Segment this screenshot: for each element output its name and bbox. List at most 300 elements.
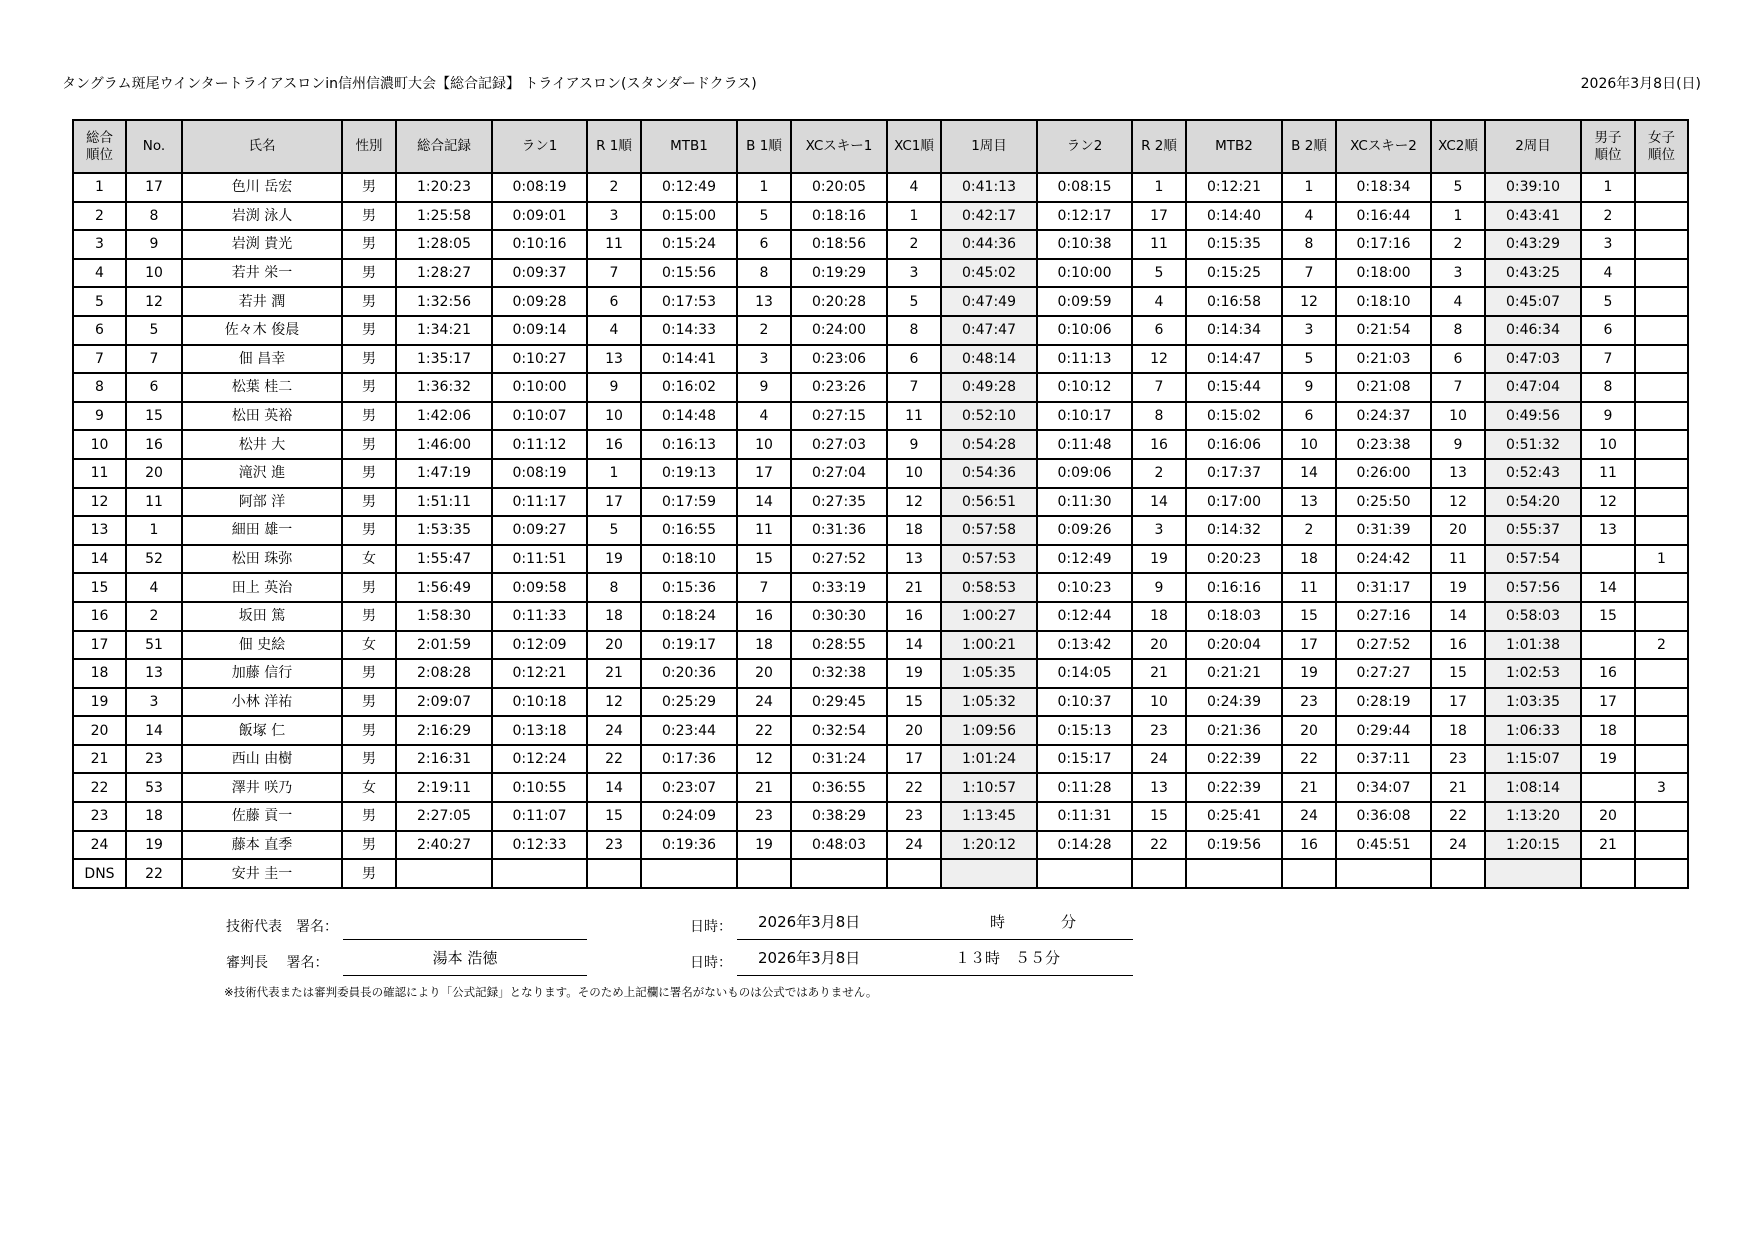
table-cell: 4: [587, 316, 641, 345]
table-cell: 男: [342, 202, 396, 231]
table-cell: 24: [887, 831, 941, 860]
table-cell: 松田 英裕: [182, 402, 342, 431]
table-cell: 5: [1282, 345, 1336, 374]
table-cell: 飯塚 仁: [182, 716, 342, 745]
table-cell: 0:43:41: [1485, 202, 1581, 231]
table-cell: 0:12:21: [1186, 173, 1282, 202]
column-header: ラン2: [1037, 120, 1132, 173]
table-cell: 9: [1431, 430, 1485, 459]
table-cell: 18: [587, 602, 641, 631]
table-cell: 0:24:39: [1186, 688, 1282, 717]
table-cell: [1186, 859, 1282, 888]
table-cell: 15: [1282, 602, 1336, 631]
table-cell: 20: [126, 459, 182, 488]
table-cell: 15: [1431, 659, 1485, 688]
table-cell: 0:11:28: [1037, 773, 1132, 802]
table-cell: 15: [1581, 602, 1635, 631]
table-cell: 0:15:56: [641, 259, 737, 288]
table-cell: 0:19:29: [791, 259, 887, 288]
table-cell: 0:15:25: [1186, 259, 1282, 288]
table-cell: 1:09:56: [941, 716, 1037, 745]
table-cell: 0:10:12: [1037, 373, 1132, 402]
table-cell: 0:16:44: [1336, 202, 1431, 231]
table-cell: 0:10:18: [492, 688, 587, 717]
table-cell: 0:27:35: [791, 488, 887, 517]
table-cell: [1635, 230, 1688, 259]
table-cell: 若井 栄一: [182, 259, 342, 288]
table-cell: 0:43:25: [1485, 259, 1581, 288]
table-cell: 0:10:38: [1037, 230, 1132, 259]
table-cell: 0:25:29: [641, 688, 737, 717]
table-cell: 15: [737, 545, 791, 574]
table-cell: 18: [887, 516, 941, 545]
table-cell: 佃 史絵: [182, 631, 342, 660]
table-cell: 24: [587, 716, 641, 745]
table-cell: [1635, 373, 1688, 402]
table-cell: 10: [1132, 688, 1186, 717]
table-cell: 0:37:11: [1336, 745, 1431, 774]
table-cell: 0:56:51: [941, 488, 1037, 517]
table-cell: 0:57:58: [941, 516, 1037, 545]
table-cell: 11: [1431, 545, 1485, 574]
table-cell: [641, 859, 737, 888]
table-cell: 17: [1581, 688, 1635, 717]
table-cell: 男: [342, 745, 396, 774]
table-cell: 0:09:58: [492, 573, 587, 602]
table-cell: 5: [126, 316, 182, 345]
table-cell: 松井 大: [182, 430, 342, 459]
table-cell: 0:16:16: [1186, 573, 1282, 602]
table-cell: 4: [1431, 287, 1485, 316]
table-cell: 0:47:03: [1485, 345, 1581, 374]
table-cell: 1:55:47: [396, 545, 492, 574]
column-header: ラン1: [492, 120, 587, 173]
table-cell: [1635, 745, 1688, 774]
table-cell: 17: [1431, 688, 1485, 717]
table-cell: 0:11:51: [492, 545, 587, 574]
table-cell: 22: [887, 773, 941, 802]
table-cell: 16: [587, 430, 641, 459]
table-cell: 0:48:03: [791, 831, 887, 860]
column-header: 氏名: [182, 120, 342, 173]
table-cell: 9: [587, 373, 641, 402]
table-cell: 0:51:32: [1485, 430, 1581, 459]
table-cell: 若井 潤: [182, 287, 342, 316]
table-cell: 0:27:52: [1336, 631, 1431, 660]
table-cell: 5: [587, 516, 641, 545]
table-cell: 2:08:28: [396, 659, 492, 688]
table-cell: 7: [1132, 373, 1186, 402]
referee-label: 審判長 署名：: [226, 955, 329, 971]
table-cell: 0:12:49: [1037, 545, 1132, 574]
table-cell: 1:25:58: [396, 202, 492, 231]
table-cell: 2:16:31: [396, 745, 492, 774]
table-cell: 6: [887, 345, 941, 374]
table-cell: 12: [1581, 488, 1635, 517]
table-cell: 1:20:23: [396, 173, 492, 202]
table-cell: 0:31:36: [791, 516, 887, 545]
table-cell: 女: [342, 773, 396, 802]
table-cell: 2: [737, 316, 791, 345]
table-cell: 15: [126, 402, 182, 431]
table-cell: 12: [1132, 345, 1186, 374]
table-cell: 20: [587, 631, 641, 660]
table-cell: 0:10:17: [1037, 402, 1132, 431]
table-cell: 12: [587, 688, 641, 717]
table-cell: 小林 洋祐: [182, 688, 342, 717]
table-cell: 17: [587, 488, 641, 517]
table-cell: 1:46:00: [396, 430, 492, 459]
table-cell: 5: [1581, 287, 1635, 316]
table-cell: 16: [73, 602, 126, 631]
table-cell: 1:10:57: [941, 773, 1037, 802]
table-cell: 0:25:50: [1336, 488, 1431, 517]
table-cell: 0:44:36: [941, 230, 1037, 259]
table-cell: 2:40:27: [396, 831, 492, 860]
table-cell: 0:27:04: [791, 459, 887, 488]
table-row: [73, 516, 1688, 545]
table-cell: [1635, 259, 1688, 288]
table-cell: 19: [887, 659, 941, 688]
table-cell: 1: [126, 516, 182, 545]
table-cell: 0:16:58: [1186, 287, 1282, 316]
table-cell: 0:21:36: [1186, 716, 1282, 745]
table-cell: 0:23:38: [1336, 430, 1431, 459]
table-cell: 3: [1282, 316, 1336, 345]
table-cell: 0:08:15: [1037, 173, 1132, 202]
table-cell: 0:58:03: [1485, 602, 1581, 631]
column-header: 性別: [342, 120, 396, 173]
tech-delegate-label: 技術代表 署名：: [226, 919, 338, 935]
table-cell: 0:17:53: [641, 287, 737, 316]
table-cell: 坂田 篤: [182, 602, 342, 631]
table-cell: 0:23:44: [641, 716, 737, 745]
table-cell: 22: [1431, 802, 1485, 831]
table-cell: 17: [1282, 631, 1336, 660]
table-cell: 53: [126, 773, 182, 802]
table-cell: 1:34:21: [396, 316, 492, 345]
table-cell: 0:43:29: [1485, 230, 1581, 259]
results-table: [72, 119, 1689, 889]
table-cell: 安井 圭一: [182, 859, 342, 888]
table-cell: 男: [342, 373, 396, 402]
table-cell: [1635, 345, 1688, 374]
table-cell: 0:15:17: [1037, 745, 1132, 774]
table-cell: 6: [587, 287, 641, 316]
table-cell: 男: [342, 688, 396, 717]
table-cell: 0:11:31: [1037, 802, 1132, 831]
table-cell: 0:15:35: [1186, 230, 1282, 259]
table-cell: 17: [887, 745, 941, 774]
table-cell: 1: [1282, 173, 1336, 202]
table-cell: 0:18:10: [641, 545, 737, 574]
table-cell: 14: [1132, 488, 1186, 517]
table-cell: 0:13:42: [1037, 631, 1132, 660]
table-cell: 10: [1282, 430, 1336, 459]
table-cell: 松田 珠弥: [182, 545, 342, 574]
table-cell: 11: [1581, 459, 1635, 488]
table-cell: 3: [587, 202, 641, 231]
table-cell: 0:34:07: [1336, 773, 1431, 802]
table-cell: 6: [1581, 316, 1635, 345]
table-cell: 0:08:19: [492, 459, 587, 488]
table-cell: 7: [1431, 373, 1485, 402]
table-cell: 0:20:23: [1186, 545, 1282, 574]
table-cell: 24: [1132, 745, 1186, 774]
column-header: R 2順: [1132, 120, 1186, 173]
table-cell: [1635, 859, 1688, 888]
table-cell: 4: [1282, 202, 1336, 231]
table-cell: 0:09:01: [492, 202, 587, 231]
table-row: [73, 373, 1688, 402]
table-cell: 17: [1132, 202, 1186, 231]
table-cell: 2: [587, 173, 641, 202]
table-cell: 2:27:05: [396, 802, 492, 831]
table-cell: 22: [1282, 745, 1336, 774]
table-cell: 14: [587, 773, 641, 802]
table-row: [73, 316, 1688, 345]
table-cell: 1:20:12: [941, 831, 1037, 860]
table-cell: 23: [1431, 745, 1485, 774]
table-cell: 0:14:41: [641, 345, 737, 374]
table-row: [73, 602, 1688, 631]
table-cell: 0:10:00: [1037, 259, 1132, 288]
table-cell: 19: [1581, 745, 1635, 774]
table-cell: 0:20:04: [1186, 631, 1282, 660]
table-cell: 20: [1431, 516, 1485, 545]
referee-datetime-line: [737, 975, 1133, 976]
table-cell: 20: [1132, 631, 1186, 660]
table-cell: 男: [342, 573, 396, 602]
table-cell: 1:28:05: [396, 230, 492, 259]
table-row: [73, 545, 1688, 574]
table-cell: 6: [1431, 345, 1485, 374]
table-cell: 男: [342, 802, 396, 831]
table-cell: 17: [737, 459, 791, 488]
table-cell: 岩渕 貴光: [182, 230, 342, 259]
table-cell: 0:14:47: [1186, 345, 1282, 374]
table-cell: 21: [1282, 773, 1336, 802]
table-cell: 3: [126, 688, 182, 717]
table-cell: 0:21:08: [1336, 373, 1431, 402]
table-cell: [1581, 631, 1635, 660]
table-cell: 11: [737, 516, 791, 545]
table-cell: 2: [1282, 516, 1336, 545]
table-cell: 4: [126, 573, 182, 602]
table-cell: 0:23:07: [641, 773, 737, 802]
table-cell: 男: [342, 345, 396, 374]
table-cell: 0:29:44: [1336, 716, 1431, 745]
column-header: XC1順: [887, 120, 941, 173]
table-cell: 24: [1282, 802, 1336, 831]
table-cell: [1635, 316, 1688, 345]
table-cell: [941, 859, 1037, 888]
table-cell: 1:03:35: [1485, 688, 1581, 717]
table-cell: 0:17:37: [1186, 459, 1282, 488]
table-cell: 0:09:26: [1037, 516, 1132, 545]
table-cell: 0:16:13: [641, 430, 737, 459]
table-cell: 12: [126, 287, 182, 316]
table-cell: 0:45:51: [1336, 831, 1431, 860]
table-cell: 19: [587, 545, 641, 574]
table-cell: 17: [126, 173, 182, 202]
table-cell: 0:17:00: [1186, 488, 1282, 517]
table-cell: 0:09:27: [492, 516, 587, 545]
table-cell: 0:31:39: [1336, 516, 1431, 545]
table-cell: 0:20:36: [641, 659, 737, 688]
table-cell: 男: [342, 173, 396, 202]
table-cell: 15: [587, 802, 641, 831]
table-cell: 0:33:19: [791, 573, 887, 602]
table-cell: 7: [1581, 345, 1635, 374]
table-cell: 16: [887, 602, 941, 631]
table-cell: 2: [126, 602, 182, 631]
table-cell: 10: [887, 459, 941, 488]
table-cell: 色川 岳宏: [182, 173, 342, 202]
table-cell: 0:24:00: [791, 316, 887, 345]
table-cell: 22: [126, 859, 182, 888]
document-title: タングラム斑尾ウインタートライアスロンin信州信濃町大会【総合記録】 トライアスロン(スタンダードクラス): [62, 76, 757, 92]
table-cell: [1581, 773, 1635, 802]
table-cell: 0:12:44: [1037, 602, 1132, 631]
table-cell: 0:11:17: [492, 488, 587, 517]
table-cell: 10: [1431, 402, 1485, 431]
table-cell: 14: [1431, 602, 1485, 631]
table-cell: 澤井 咲乃: [182, 773, 342, 802]
table-cell: 0:17:59: [641, 488, 737, 517]
table-cell: 男: [342, 716, 396, 745]
table-cell: 0:52:10: [941, 402, 1037, 431]
table-cell: 0:45:07: [1485, 287, 1581, 316]
table-cell: 3: [1635, 773, 1688, 802]
table-cell: 0:36:55: [791, 773, 887, 802]
table-cell: 0:36:08: [1336, 802, 1431, 831]
table-cell: 0:18:56: [791, 230, 887, 259]
table-cell: 11: [587, 230, 641, 259]
table-cell: 0:32:54: [791, 716, 887, 745]
table-cell: 0:58:53: [941, 573, 1037, 602]
table-cell: 0:10:27: [492, 345, 587, 374]
table-cell: 0:15:36: [641, 573, 737, 602]
table-cell: 19: [1431, 573, 1485, 602]
table-cell: 0:52:43: [1485, 459, 1581, 488]
table-cell: [1132, 859, 1186, 888]
table-cell: 15: [1132, 802, 1186, 831]
table-cell: 0:19:56: [1186, 831, 1282, 860]
table-cell: 0:18:10: [1336, 287, 1431, 316]
table-cell: [1635, 659, 1688, 688]
table-cell: 1:05:32: [941, 688, 1037, 717]
table-cell: 11: [1282, 573, 1336, 602]
table-cell: 0:27:27: [1336, 659, 1431, 688]
table-cell: 0:49:28: [941, 373, 1037, 402]
table-cell: 0:27:15: [791, 402, 887, 431]
table-cell: 11: [887, 402, 941, 431]
table-cell: 0:09:59: [1037, 287, 1132, 316]
table-cell: 18: [126, 802, 182, 831]
table-cell: 0:47:04: [1485, 373, 1581, 402]
referee-date: 2026年3月8日: [758, 949, 861, 967]
table-cell: 0:19:13: [641, 459, 737, 488]
table-cell: 13: [126, 659, 182, 688]
table-body: [73, 173, 1688, 888]
table-cell: 0:12:33: [492, 831, 587, 860]
table-cell: 0:54:36: [941, 459, 1037, 488]
column-header: MTB1: [641, 120, 737, 173]
table-row: [73, 802, 1688, 831]
table-cell: 藤本 直季: [182, 831, 342, 860]
table-cell: 3: [1431, 259, 1485, 288]
table-cell: [1635, 602, 1688, 631]
table-cell: 18: [73, 659, 126, 688]
table-row: [73, 688, 1688, 717]
table-cell: 1:51:11: [396, 488, 492, 517]
table-row: [73, 773, 1688, 802]
table-cell: [887, 859, 941, 888]
table-cell: 9: [1132, 573, 1186, 602]
table-cell: 9: [887, 430, 941, 459]
table-cell: 1:01:38: [1485, 631, 1581, 660]
tech-datetime-line: [737, 939, 1133, 940]
table-cell: 7: [737, 573, 791, 602]
table-cell: 0:09:06: [1037, 459, 1132, 488]
table-cell: 0:18:16: [791, 202, 887, 231]
table-row: [73, 716, 1688, 745]
table-cell: 22: [587, 745, 641, 774]
table-cell: 13: [1431, 459, 1485, 488]
table-cell: 0:20:05: [791, 173, 887, 202]
table-cell: 0:57:53: [941, 545, 1037, 574]
table-cell: 2:19:11: [396, 773, 492, 802]
table-cell: [1485, 859, 1581, 888]
table-cell: 男: [342, 859, 396, 888]
table-cell: 0:31:17: [1336, 573, 1431, 602]
table-cell: 19: [73, 688, 126, 717]
table-cell: 0:12:21: [492, 659, 587, 688]
document-date: 2026年3月8日(日): [1580, 76, 1701, 92]
table-cell: 9: [737, 373, 791, 402]
table-cell: [1037, 859, 1132, 888]
table-cell: 0:55:37: [1485, 516, 1581, 545]
table-cell: 24: [73, 831, 126, 860]
table-cell: 0:32:38: [791, 659, 887, 688]
table-cell: 2: [1581, 202, 1635, 231]
table-cell: 11: [126, 488, 182, 517]
table-cell: 0:18:03: [1186, 602, 1282, 631]
table-cell: 0:57:56: [1485, 573, 1581, 602]
table-row: [73, 259, 1688, 288]
table-cell: 16: [1282, 831, 1336, 860]
column-header: [73, 120, 126, 173]
table-cell: 21: [1431, 773, 1485, 802]
table-cell: 4: [73, 259, 126, 288]
table-cell: 0:41:13: [941, 173, 1037, 202]
table-cell: 5: [737, 202, 791, 231]
table-cell: 1:13:20: [1485, 802, 1581, 831]
table-row: [73, 631, 1688, 660]
table-cell: 1: [887, 202, 941, 231]
referee-name: 湯本 浩徳: [432, 949, 498, 967]
table-cell: 22: [1132, 831, 1186, 860]
tech-date: 2026年3月8日: [758, 913, 861, 931]
table-row: [73, 459, 1688, 488]
table-cell: 0:48:14: [941, 345, 1037, 374]
table-cell: 13: [1581, 516, 1635, 545]
table-cell: 0:15:02: [1186, 402, 1282, 431]
table-cell: 1:13:45: [941, 802, 1037, 831]
table-cell: 0:13:18: [492, 716, 587, 745]
table-cell: [1635, 516, 1688, 545]
